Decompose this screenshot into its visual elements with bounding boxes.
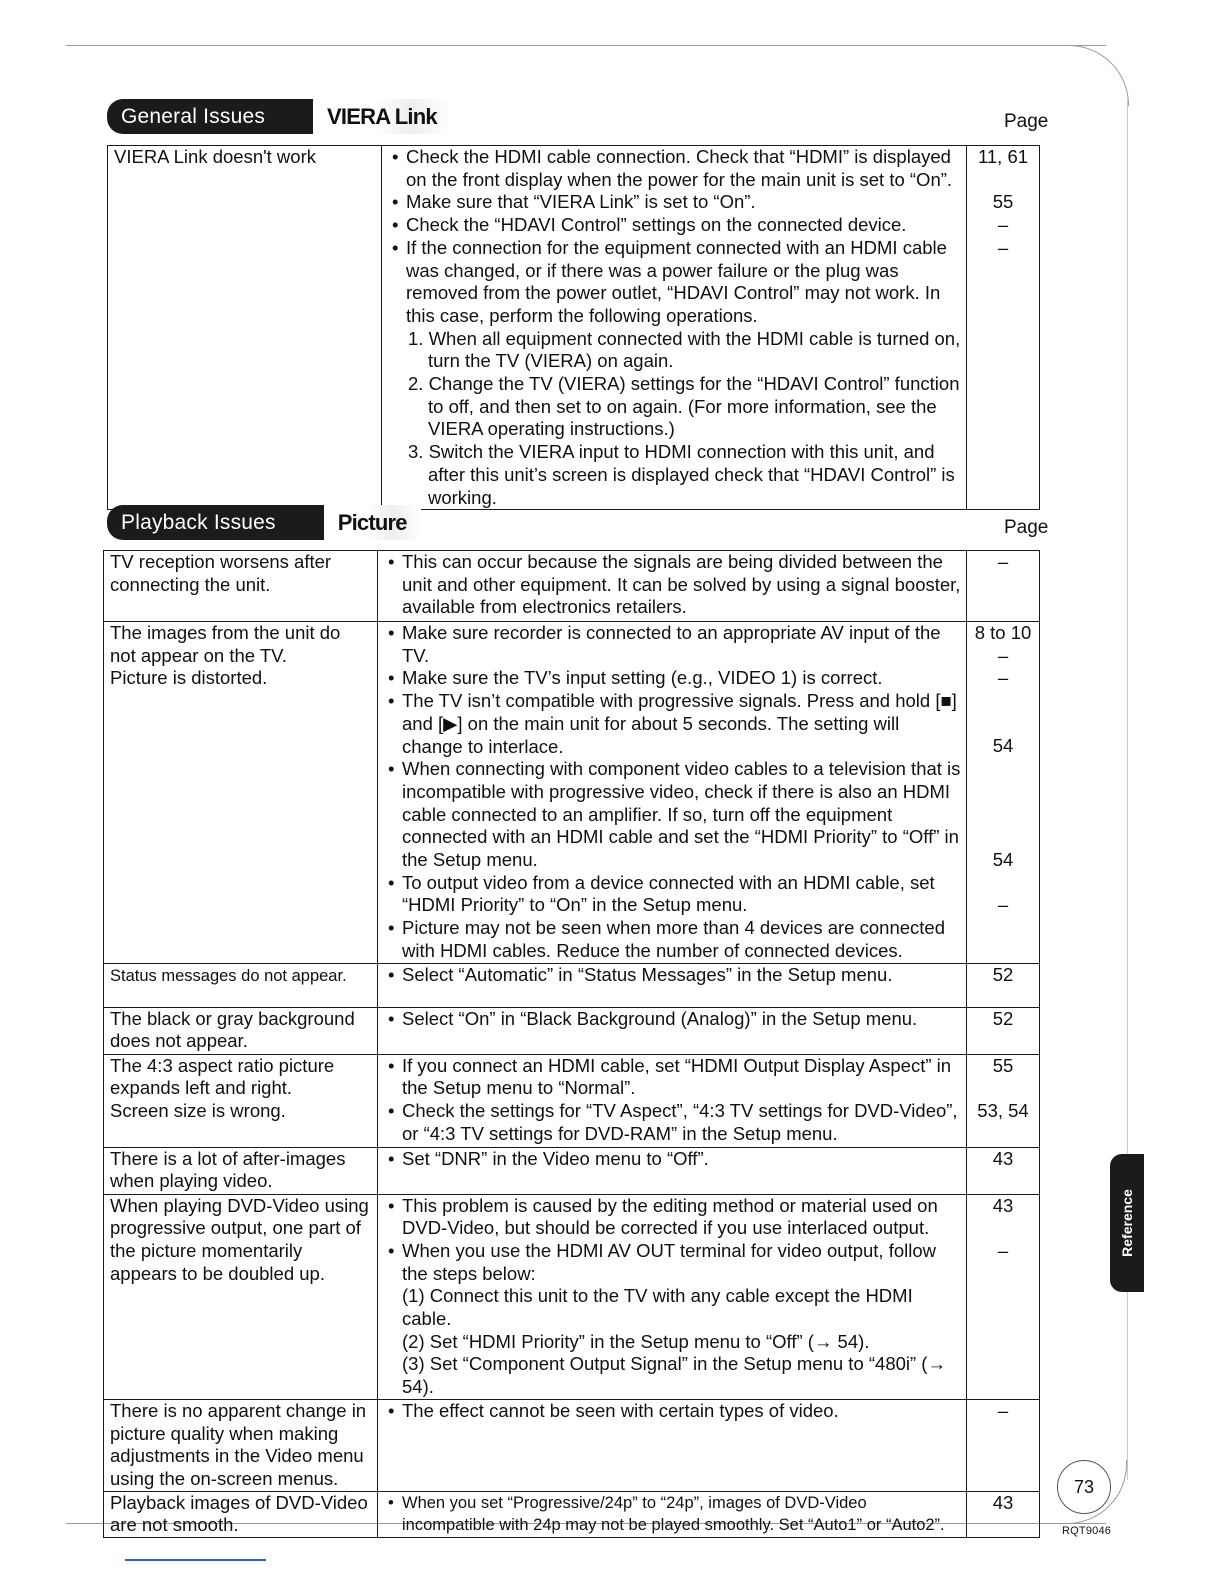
table-row	[104, 1491, 1040, 1537]
page-cell	[967, 1007, 1040, 1054]
page-ref: 55	[992, 191, 1014, 213]
table-row	[104, 1399, 1040, 1491]
solution-cell	[378, 551, 967, 622]
problem-cell: Playback images of DVD-Video are not smooth.	[104, 1491, 378, 1537]
solution-item: • This problem is caused by the editing method or material used on DVD-Video, but should be corrected if you use interlaced output.	[388, 1195, 962, 1240]
section-subtitle: Picture	[324, 505, 421, 540]
page-ref: 53, 54	[977, 1099, 1029, 1121]
solution-item: • Make sure recorder is connected to an appropriate AV input of the TV.	[388, 622, 962, 667]
problem-cell: Status messages do not appear.	[104, 963, 378, 1007]
solution-item: • Make sure the TV’s input setting (e.g., VIDEO 1) is correct.	[388, 667, 962, 690]
solution-item: • When you set “Progressive/24p” to “24p”, images of DVD-Video incompatible with 24p may not be played smoothly. Set “Auto1” or “Auto2”.	[388, 1492, 962, 1537]
page-ref: 43	[992, 1194, 1014, 1216]
page-cell	[967, 622, 1040, 964]
solution-cell	[382, 146, 967, 510]
solution-cell	[378, 1194, 967, 1399]
page-cell	[967, 1399, 1040, 1491]
solution-item: • Check the settings for “TV Aspect”, “4:3 TV settings for DVD-Video”, or “4:3 TV settings for DVD-RAM” in the Setup menu.	[388, 1100, 962, 1145]
problem-cell: The 4:3 aspect ratio picture expands left and right. Screen size is wrong.	[104, 1054, 378, 1147]
table-row	[104, 1147, 1040, 1194]
table-row	[104, 1054, 1040, 1147]
numbered-step: 2. Change the TV (VIERA) settings for the “HDAVI Control” function to off, and then set to on again. (For more information, see the VIERA operating instructions.)	[408, 373, 960, 440]
numbered-step: 3. Switch the VIERA input to HDMI connection with this unit, and after this unit’s screen is displayed check that “HDAVI Control” is working.	[408, 441, 955, 508]
solution-item: • The effect cannot be seen with certain types of video.	[388, 1400, 962, 1423]
solution-item: • Set “DNR” in the Video menu to “Off”.	[388, 1148, 962, 1171]
page-ref: 55	[992, 1054, 1014, 1076]
sub-step: (2) Set “HDMI Priority” in the Setup menu to “Off” (→ 54).	[402, 1330, 870, 1352]
solution-item: • Make sure that “VIERA Link” is set to “On”.	[392, 191, 962, 214]
page-ref: 11, 61	[977, 146, 1029, 167]
page-cell	[967, 1491, 1040, 1537]
viera-link-table	[107, 145, 1040, 510]
page-ref: 54	[992, 735, 1014, 757]
solution-item: • Check the “HDAVI Control” settings on the connected device.	[392, 214, 962, 237]
page-ref: –	[997, 644, 1009, 666]
solution-cell	[378, 1491, 967, 1537]
solution-item: • This can occur because the signals are being divided between the unit and other equipment. It can be solved by using a signal booster, available from electronics retailers.	[388, 551, 962, 619]
solution-cell	[378, 622, 967, 964]
problem-cell: There is no apparent change in picture quality when making adjustments in the Video menu using the on-screen menus.	[104, 1399, 378, 1491]
solution-cell	[378, 1007, 967, 1054]
page-cell	[967, 1054, 1040, 1147]
playback-issues-header	[107, 505, 421, 540]
page-ref: 54	[992, 848, 1014, 870]
table-row	[104, 1007, 1040, 1054]
page-cell	[967, 1147, 1040, 1194]
solution-item: • Select “On” in “Black Background (Analog)” in the Setup menu.	[388, 1008, 962, 1031]
solution-item: • Picture may not be seen when more than 4 devices are connected with HDMI cables. Reduce the number of connected devices.	[388, 917, 962, 962]
page-cell	[967, 963, 1040, 1007]
section-label: General Issues	[107, 99, 313, 134]
solution-cell	[378, 1147, 967, 1194]
page-number: 73	[1057, 1460, 1111, 1514]
reference-side-tab: Reference	[1110, 1154, 1144, 1292]
sub-step: (1) Connect this unit to the TV with any cable except the HDMI cable.	[402, 1285, 913, 1330]
page-ref: –	[997, 1399, 1009, 1421]
page-cell	[967, 1194, 1040, 1399]
solution-item: • When you use the HDMI AV OUT terminal for video output, follow the steps below:	[388, 1240, 962, 1285]
problem-cell: VIERA Link doesn't work	[108, 146, 382, 510]
page-cell	[967, 551, 1040, 622]
solution-cell	[378, 1399, 967, 1491]
table-row	[104, 551, 1040, 622]
solution-item: • When connecting with component video cables to a television that is incompatible with progressive video, check if there is also an HDMI cable connected to an amplifier. If so, turn off the equipment connected with an HDMI cable and set the “HDMI Priority” to “Off” in the Setup menu.	[388, 758, 962, 872]
page-column-header: Page	[1004, 517, 1049, 538]
table-row	[104, 963, 1040, 1007]
page-cell	[967, 146, 1040, 510]
corner-curve	[1058, 45, 1129, 106]
solution-item: • To output video from a device connected with an HDMI cable, set “HDMI Priority” to “On” in the Setup menu.	[388, 872, 962, 917]
numbered-step: 1. When all equipment connected with the HDMI cable is turned on, turn the TV (VIERA) on again.	[408, 327, 961, 372]
page-column-header: Page	[1004, 111, 1049, 132]
page-ref: –	[997, 1239, 1009, 1261]
section-subtitle: VIERA Link	[313, 99, 451, 134]
page-ref: –	[997, 551, 1009, 572]
table-row	[108, 146, 1040, 510]
sub-step: (3) Set “Component Output Signal” in the Setup menu to “480i” (→ 54).	[402, 1353, 946, 1398]
page-ref: –	[997, 894, 1009, 916]
solution-cell	[378, 1054, 967, 1147]
problem-cell: The images from the unit do not appear on the TV. Picture is distorted.	[104, 622, 378, 964]
solution-item: • If the connection for the equipment connected with an HDMI cable was changed, or if there was a power failure or the plug was removed from the power outlet, “HDAVI Control” may not work. In this case, perform the following operations.	[392, 237, 962, 328]
general-issues-header	[107, 99, 451, 134]
table-row	[104, 1194, 1040, 1399]
solution-item: • If you connect an HDMI cable, set “HDMI Output Display Aspect” in the Setup menu to “Normal”.	[388, 1055, 962, 1100]
document-code: RQT9046	[1062, 1525, 1112, 1537]
page-ref: 43	[992, 1491, 1014, 1513]
picture-issues-table	[103, 550, 1040, 1538]
page-ref: –	[997, 667, 1009, 689]
page-ref: 43	[992, 1147, 1014, 1169]
page-ref: 52	[992, 963, 1014, 985]
problem-cell: The black or gray background does not appear.	[104, 1007, 378, 1054]
solution-item: • Check the HDMI cable connection. Check that “HDMI” is displayed on the front display when the power for the main unit is set to “On”.	[392, 146, 962, 191]
blue-underline	[125, 1559, 266, 1561]
solution-cell	[378, 963, 967, 1007]
problem-cell: There is a lot of after-images when playing video.	[104, 1147, 378, 1194]
page-ref: –	[997, 236, 1009, 258]
top-rule	[66, 45, 1106, 46]
page-ref: 52	[992, 1007, 1014, 1029]
page-ref: 8 to 10	[974, 622, 1032, 643]
problem-cell: TV reception worsens after connecting the unit.	[104, 551, 378, 622]
page-ref: –	[997, 214, 1009, 236]
section-label: Playback Issues	[107, 505, 324, 540]
table-row	[104, 622, 1040, 964]
problem-cell: When playing DVD-Video using progressive output, one part of the picture momentarily appears to be doubled up.	[104, 1194, 378, 1399]
solution-item: • Select “Automatic” in “Status Messages” in the Setup menu.	[388, 964, 962, 987]
solution-item: • The TV isn’t compatible with progressive signals. Press and hold [■] and [▶] on the main unit for about 5 seconds. The setting will change to interlace.	[388, 690, 962, 758]
